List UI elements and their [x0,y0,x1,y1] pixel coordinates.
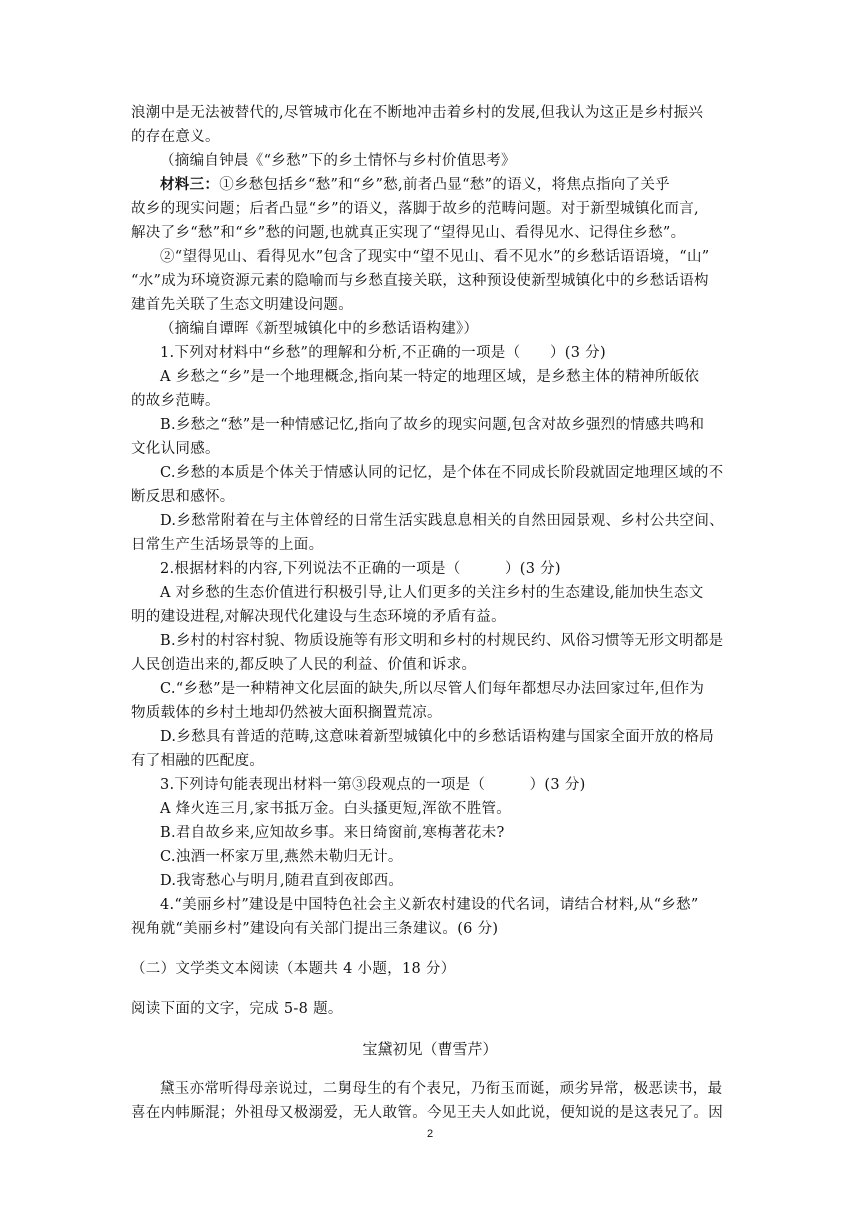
option-b: B.君自故乡来,应知故乡事。来日绮窗前,寒梅著花未? [160,825,505,841]
option-d: D.乡愁具有普适的范畴,这意味着新型城镇化中的乡愁话语构建与国家全面开放的格局 [160,729,715,745]
text-line: ②“望得见山、看得见水”包含了现实中“望不见山、看不见水”的乡愁话语语境，“山” [160,249,710,265]
option-d: D.乡愁常附着在与主体曾经的日常生活实践息息相关的自然田园景观、乡村公共空间、 [160,513,724,529]
reading-instruction: 阅读下面的文字，完成 5-8 题。 [131,1001,343,1017]
option-a: A 对乡愁的生态价值进行积极引导,让人们更多的关注乡村的生态建设,能加快生态文 [160,585,704,601]
page-number: 2 [426,1128,434,1140]
text-line: 故乡的现实问题；后者凸显“乡”的语义，落脚于故乡的范畴问题。对于新型城镇化而言, [131,201,699,217]
text-line: 明的建设进程,对解决现代化建设与生态环境的矛盾有益。 [131,609,506,625]
text-line: 建首先关联了生态文明建设问题。 [131,297,353,313]
passage-text: 喜在内帏厮混；外祖母又极溺爱，无人敢管。今见王夫人如此说，便知说的是这表兄了。因 [131,1105,723,1121]
text-line: 文化认同感。 [131,441,220,457]
text-line: 有了相融的匹配度。 [131,753,265,769]
passage-title: 宝黛初见（曹雪芹） [362,1040,498,1058]
source-citation: （摘编自钟晨《“乡愁”下的乡土情怀与乡村价值思考》 [160,153,516,169]
text-line: 日常生产生活场景等的上面。 [131,537,324,553]
option-b: B.乡村的村容村貌、物质设施等有形文明和乡村的村规民约、风俗习惯等无形文明都是 [160,633,724,649]
question-1: 1.下列对材料中“乡愁”的理解和分析,不正确的一项是（ ）(3 分) [160,345,606,361]
text-line: 断反思和感怀。 [131,489,235,505]
text-line: 的故乡范畴。 [131,393,220,409]
text-line: “水”成为环境资源元素的隐喻而与乡愁直接关联，这种预设使新型城镇化中的乡愁话语构 [131,273,709,289]
option-b: B.乡愁之“愁”是一种情感记忆,指向了故乡的现实问题,包含对故乡强烈的情感共鸣和 [160,417,705,433]
source-citation: （摘编自谭晖《新型城镇化中的乡愁话语构建》） [160,321,479,337]
text-line: 物质载体的乡村土地却仍然被大面积搁置荒凉。 [131,705,442,721]
section-heading: （二）文学类文本阅读（本题共 4 小题，18 分） [131,961,456,977]
option-c: C.“乡愁”是一种精神文化层面的缺失,所以尽管人们每年都想尽办法回家过年,但作为 [160,681,705,697]
option-d: D.我寄愁心与明月,随君直到夜郎西。 [160,873,404,889]
option-a: A 烽火连三月,家书抵万金。白头搔更短,浑欲不胜管。 [160,801,512,817]
option-c: C.乡愁的本质是个体关于情感认同的记忆，是个体在不同成长阶段就固定地理区域的不 [160,465,724,481]
question-2: 2.根据材料的内容,下列说法不正确的一项是（ ）(3 分) [160,561,561,577]
question-3: 3.下列诗句能表现出材料一第③段观点的一项是（ ）(3 分) [160,777,586,793]
passage-text: 黛玉亦常听得母亲说过，二舅母生的有个表兄，乃衔玉而诞，顽劣异常，极恶读书，最 [160,1081,723,1097]
text-line: 的存在意义。 [131,129,220,145]
text-line: 解决了乡“愁”和“乡”愁的问题,也就真正实现了“望得见山、看得见水、记得住乡愁”。 [131,225,686,241]
question-4: 4.“美丽乡村”建设是中国特色社会主义新农村建设的代名词，请结合材料,从“乡愁” [160,897,699,913]
option-a: A 乡愁之“乡”是一个地理概念,指向某一特定的地理区域，是乡愁主体的精神所皈依 [160,369,700,385]
text-line: 人民创造出来的,都反映了人民的利益、价值和诉求。 [131,657,477,673]
text-line: 浪潮中是无法被替代的,尽管城市化在不断地冲击着乡村的发展,但我认为这正是乡村振兴 [131,105,704,121]
option-c: C.浊酒一杯家万里,燕然未勒归无计。 [160,849,403,865]
text-line: 视角就“美丽乡村”建设向有关部门提出三条建议。(6 分) [131,921,499,937]
material-three-label: 材料三： [160,176,220,193]
material-three-line: 材料三：①乡愁包括乡“愁”和“乡”愁,前者凸显“愁”的语义，将焦点指向了关乎 [160,176,670,193]
